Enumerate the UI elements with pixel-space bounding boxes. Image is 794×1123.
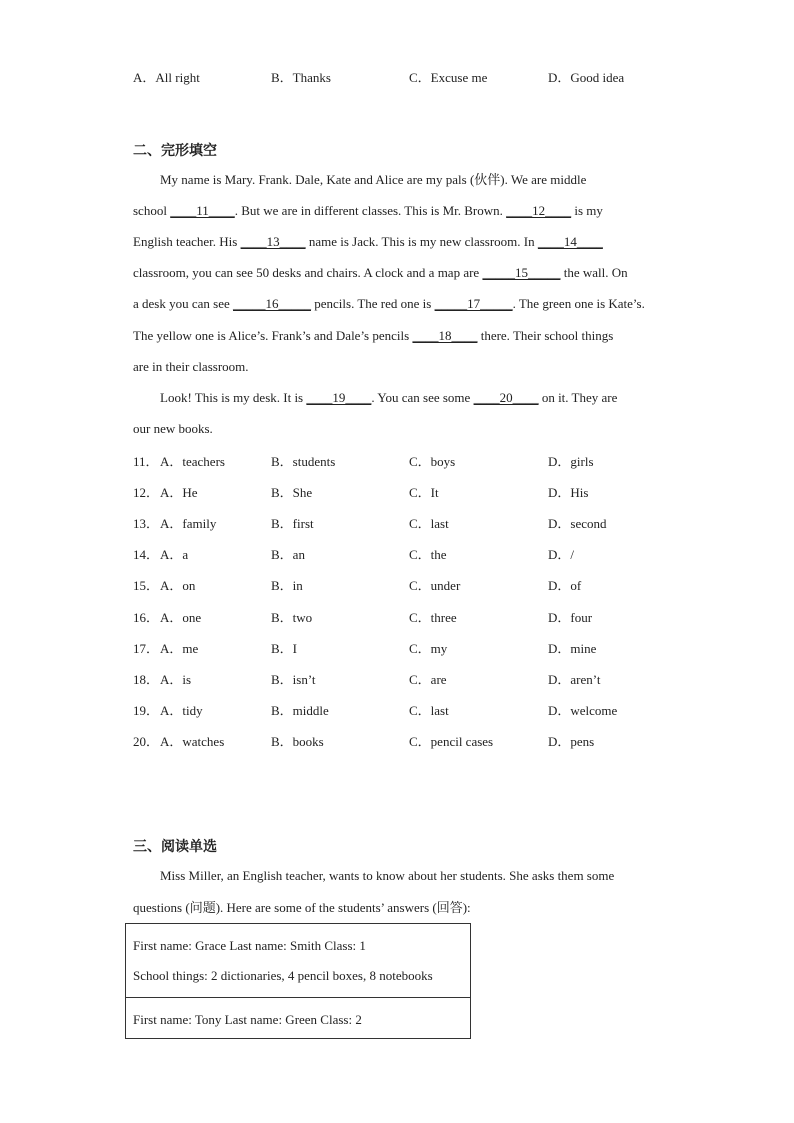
question-number: 18．: [133, 671, 160, 687]
option-b: B．middle: [271, 702, 329, 718]
text: school: [133, 203, 171, 218]
option-d: D．aren’t: [548, 671, 601, 687]
text: there. Their school things: [477, 328, 614, 343]
blank-16: _____16_____: [233, 296, 311, 311]
option-c: C．last: [409, 516, 449, 532]
intro-line-2: questions (问题). Here are some of the students’ answers (回答):: [133, 900, 471, 915]
option-d: D．mine: [548, 640, 597, 656]
q10-option-d: D．Good idea: [548, 70, 625, 85]
q10-option-c: C．Excuse me: [409, 70, 488, 85]
blank-20: ____20____: [473, 390, 539, 405]
text: The yellow one is Alice’s. Frank’s and Dale’s pencils: [133, 328, 413, 343]
option-b: B．isn’t: [271, 671, 316, 687]
passage-line-1: My name is Mary. Frank. Dale, Kate and Alice are my pals (伙伴). We are middle: [160, 172, 587, 187]
question-row: [133, 638, 693, 658]
blank-19: ____19____: [306, 390, 372, 405]
text: classroom, you can see 50 desks and chairs. A clock and a map are: [133, 265, 483, 280]
text: is my: [571, 203, 603, 218]
blank-12: ____12____: [506, 203, 572, 218]
option-c: C．pencil cases: [409, 733, 494, 749]
option-d: D．His: [548, 485, 589, 501]
question-number: 17．: [133, 640, 160, 656]
option-c: C．three: [409, 609, 457, 625]
q10-option-b: B．Thanks: [271, 70, 331, 85]
table-row-tony: First name: Tony Last name: Green Class: 2: [133, 1012, 362, 1027]
question-number: 19．: [133, 702, 160, 718]
passage-line-2: [133, 201, 603, 221]
option-c: C．under: [409, 578, 461, 594]
q10-options: [133, 67, 693, 87]
option-c: C．my: [409, 640, 448, 656]
option-b: B．students: [271, 454, 336, 469]
question-number: 12．: [133, 485, 160, 501]
passage-line-6: [133, 326, 613, 346]
question-row: [133, 482, 693, 502]
option-d: D．pens: [548, 733, 595, 749]
passage-line-7: are in their classroom.: [133, 359, 249, 374]
question-number: 15．: [133, 578, 160, 594]
option-b: B．two: [271, 609, 313, 625]
text: on it. They are: [538, 390, 618, 405]
option-a: A．me: [160, 640, 199, 656]
intro-line-1: Miss Miller, an English teacher, wants to know about her students. She asks them some: [160, 868, 615, 883]
question-number: 20．: [133, 733, 160, 749]
text: the wall. On: [560, 265, 628, 280]
question-number: 16．: [133, 609, 160, 625]
q10-option-a: A．All right: [133, 70, 200, 85]
question-number: 13．: [133, 516, 160, 532]
blank-14: ____14____: [537, 234, 603, 249]
blank-15: _____15_____: [482, 265, 561, 280]
student-answers-table: [125, 923, 471, 1039]
text: a desk you can see: [133, 296, 233, 311]
option-a: A．is: [160, 671, 192, 687]
question-number: 11．: [133, 454, 159, 469]
passage-line-5: [133, 294, 645, 314]
section3-heading: 三、阅读单选: [133, 839, 217, 855]
text: . You can see some: [371, 390, 474, 405]
option-b: B．an: [271, 547, 305, 563]
option-d: D．four: [548, 609, 593, 625]
question-row: [133, 451, 693, 471]
option-c: C．last: [409, 702, 449, 718]
option-a: A．tidy: [160, 702, 203, 718]
table-row-grace: First name: Grace Last name: Smith Class: 1: [133, 938, 366, 953]
option-d: D．of: [548, 578, 582, 594]
question-row: [133, 731, 693, 751]
option-a: A．family: [160, 516, 217, 532]
question-row: [133, 575, 693, 595]
text: . The green one is Kate’s.: [512, 296, 645, 311]
section2-heading: 二、完形填空: [133, 143, 217, 159]
blank-18: ____18____: [412, 328, 478, 343]
option-b: B．first: [271, 516, 314, 532]
option-a: A．teachers: [160, 454, 225, 469]
passage-line-4: [133, 263, 628, 283]
passage-line-3: [133, 232, 603, 252]
question-row: [133, 544, 693, 564]
question-row: [133, 607, 693, 627]
blank-17: _____17_____: [434, 296, 513, 311]
question-row: [133, 513, 693, 533]
option-d: D．welcome: [548, 702, 618, 718]
question-row: [133, 700, 693, 720]
question-number: 14．: [133, 547, 160, 563]
option-b: B．in: [271, 578, 303, 594]
blank-13: ____13____: [240, 234, 306, 249]
option-a: A．on: [160, 578, 196, 594]
passage-line-9: our new books.: [133, 421, 213, 436]
text: Look! This is my desk. It is: [160, 390, 307, 405]
passage-line-8: [160, 388, 617, 408]
option-a: A．He: [160, 485, 198, 501]
option-c: C．It: [409, 485, 439, 501]
option-a: A．watches: [160, 733, 225, 749]
option-d: D．/: [548, 547, 575, 563]
blank-11: ____11____: [170, 203, 235, 218]
option-d: D．girls: [548, 454, 594, 469]
table-divider: [126, 997, 470, 998]
text: pencils. The red one is: [311, 296, 435, 311]
option-d: D．second: [548, 516, 607, 532]
option-a: A．one: [160, 609, 202, 625]
option-b: B．I: [271, 640, 298, 656]
text: . But we are in different classes. This is Mr. Brown.: [234, 203, 507, 218]
question-row: [133, 669, 693, 689]
option-a: A．a: [160, 547, 189, 563]
option-c: C．the: [409, 547, 447, 563]
option-c: C．are: [409, 671, 447, 687]
text: name is Jack. This is my new classroom. In: [305, 234, 538, 249]
table-row-grace-things: School things: 2 dictionaries, 4 pencil boxes, 8 notebooks: [133, 968, 433, 983]
option-b: B．She: [271, 485, 313, 501]
option-b: B．books: [271, 733, 324, 749]
option-c: C．boys: [409, 454, 456, 469]
text: English teacher. His: [133, 234, 241, 249]
